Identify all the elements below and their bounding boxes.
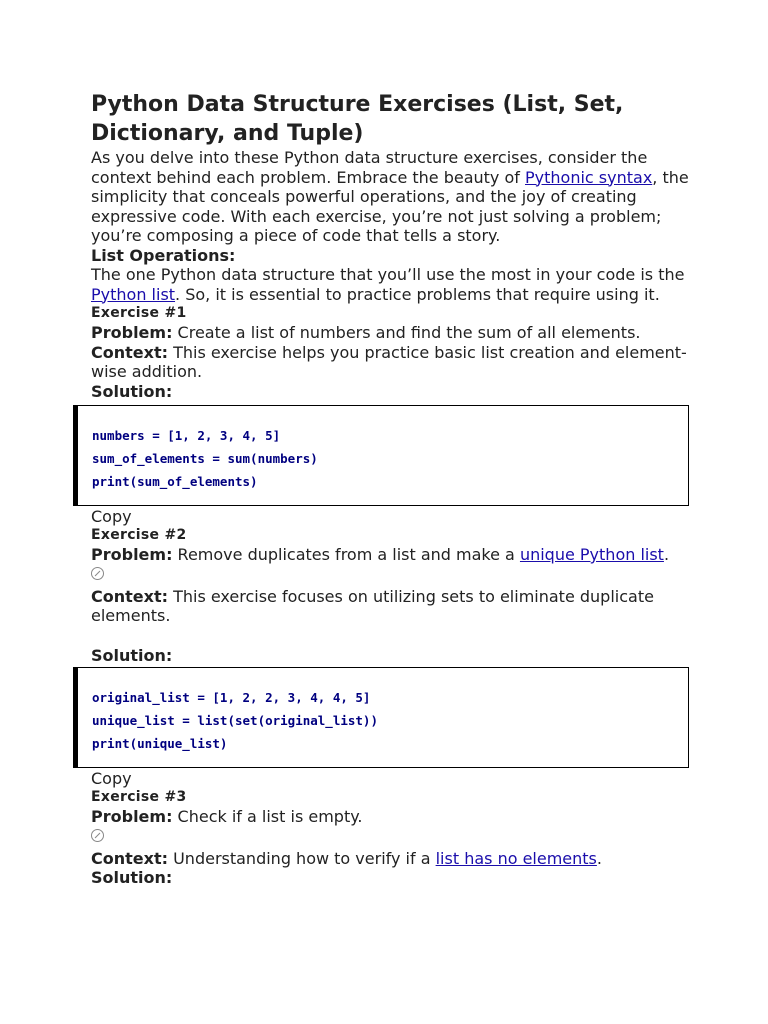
article <box>91 90 691 888</box>
code-line: original_list = [1, 2, 2, 3, 4, 4, 5] <box>92 690 371 705</box>
context-text: This exercise focuses on utilizing sets to eliminate duplicate elements. <box>91 586 654 625</box>
exercise-1-solution-label: Solution: <box>91 381 173 401</box>
copy-button-1[interactable]: Copy <box>91 507 132 526</box>
code-line: sum_of_elements = sum(numbers) <box>92 451 318 466</box>
exercise-2-context <box>91 587 691 626</box>
list-ops-text: The one Python data structure that you’ll use the most in your code is the <box>91 265 685 284</box>
code-line: print(sum_of_elements) <box>92 474 258 489</box>
list-has-no-elements-link[interactable]: list has no elements <box>435 848 597 868</box>
exercise-2-title: Exercise #2 <box>91 527 187 543</box>
code-block-2[interactable] <box>73 667 689 768</box>
broken-image-icon <box>91 829 104 842</box>
exercise-3-title: Exercise #3 <box>91 789 187 805</box>
exercise-2-problem <box>91 545 691 565</box>
exercise-2-solution-label: Solution: <box>91 645 173 665</box>
broken-image-icon <box>91 567 104 580</box>
exercise-1-problem <box>91 323 691 343</box>
context-text-end: . <box>596 848 602 868</box>
exercise-3-context <box>91 849 691 869</box>
python-list-link[interactable]: Python list <box>91 284 176 304</box>
problem-label: Problem: <box>91 545 173 564</box>
intro-paragraph <box>91 148 691 246</box>
exercise-3-problem <box>91 807 691 827</box>
list-operations-paragraph <box>91 265 691 304</box>
copy-button-2[interactable]: Copy <box>91 769 132 788</box>
list-ops-text-end: . So, it is essential to practice problems that require using it. <box>175 284 660 304</box>
list-operations-heading: List Operations: <box>91 245 236 265</box>
problem-text: Remove duplicates from a list and make a <box>172 545 520 564</box>
context-label: Context: <box>91 342 168 362</box>
intro-text-end: , the simplicity that conceals powerful operations, and the joy of creating expressive code. With each exercise, you’re not just solving a problem; you’re composing a piece of code that tells a story. <box>91 167 689 245</box>
code-line: unique_list = list(set(original_list)) <box>92 713 378 728</box>
problem-text: Check if a list is empty. <box>172 807 363 826</box>
page-title: Python Data Structure Exercises (List, Set, Dictionary, and Tuple) <box>91 92 624 146</box>
exercise-1-title: Exercise #1 <box>91 305 187 321</box>
unique-python-list-link[interactable]: unique Python list <box>519 545 664 564</box>
exercise-3-solution-label: Solution: <box>91 868 173 887</box>
code-block-1[interactable] <box>73 405 689 506</box>
code-line: numbers = [1, 2, 3, 4, 5] <box>92 428 281 443</box>
pythonic-syntax-link[interactable]: Pythonic syntax <box>525 167 653 187</box>
problem-text: Create a list of numbers and find the sum of all elements. <box>172 323 641 342</box>
context-text: Understanding how to verify if a <box>168 848 436 868</box>
problem-text-end: . <box>663 545 670 564</box>
context-label: Context: <box>91 586 168 606</box>
code-line: print(unique_list) <box>92 736 228 751</box>
problem-label: Problem: <box>91 323 173 342</box>
image-placeholder <box>91 827 691 849</box>
image-placeholder <box>91 565 691 587</box>
intro-text: As you delve into these Python data structure exercises, consider the context behind each problem. Embrace the beauty of <box>91 148 648 187</box>
exercise-1-context <box>91 343 691 382</box>
context-label: Context: <box>91 848 168 868</box>
problem-label: Problem: <box>91 807 173 826</box>
context-text: This exercise helps you practice basic list creation and element-wise addition. <box>91 342 687 381</box>
